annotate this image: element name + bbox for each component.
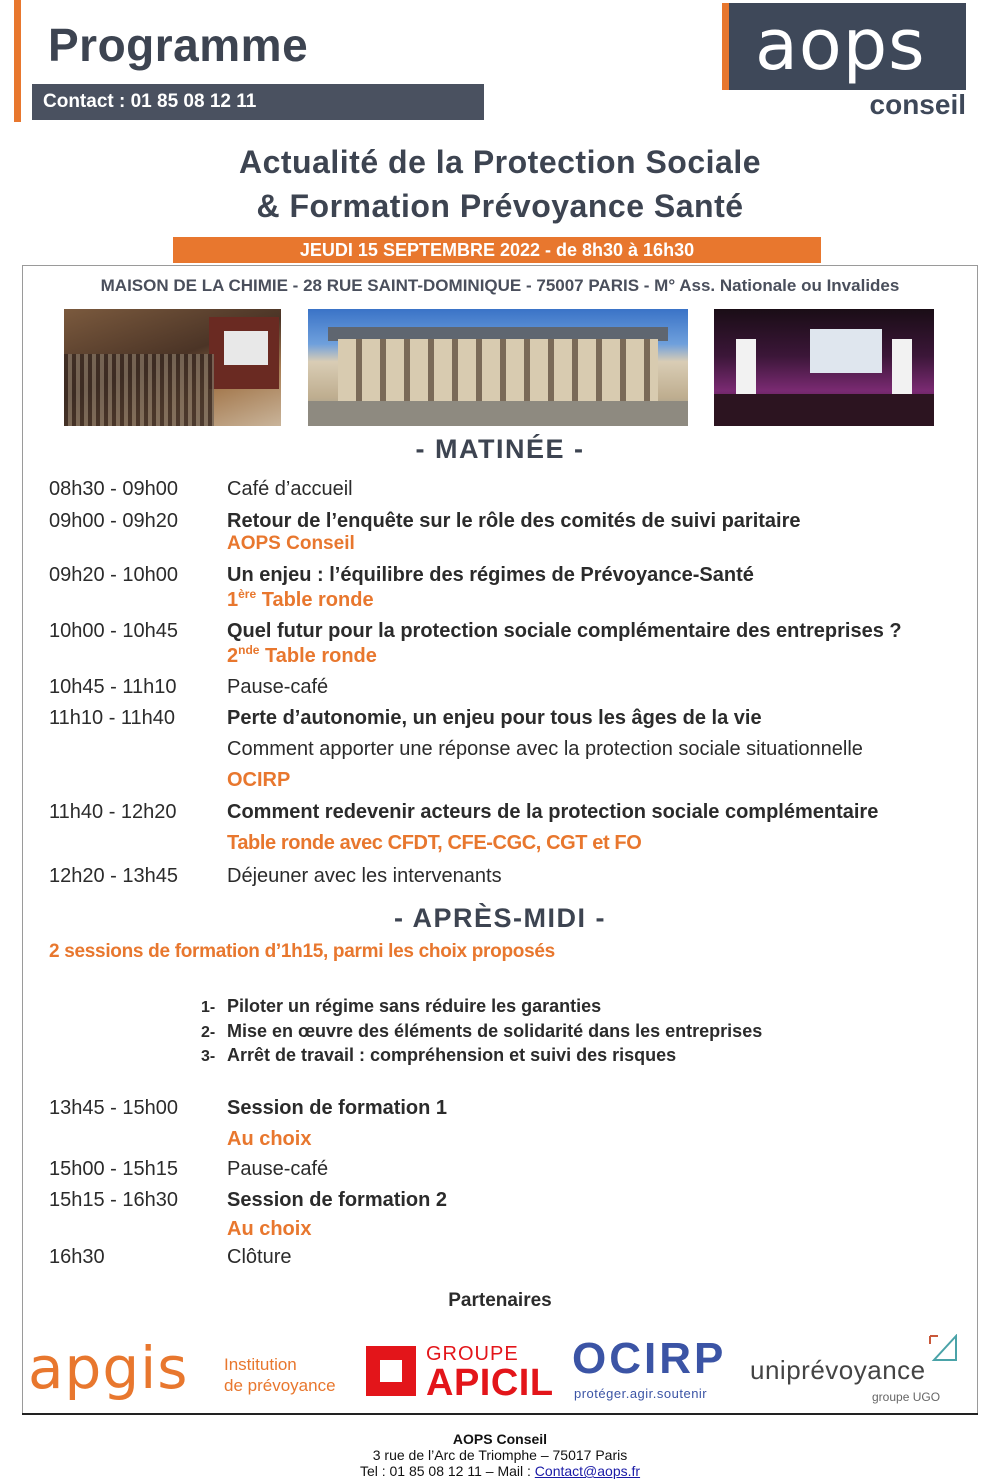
row-time: 09h00 - 09h20 <box>49 510 179 532</box>
row-speaker: Au choix <box>227 1128 312 1150</box>
row-time: 11h40 - 12h20 <box>49 801 177 823</box>
footer-company: AOPS Conseil <box>452 1431 548 1447</box>
choice-item: 2- Mise en œuvre des éléments de solidarité dans les entreprises <box>201 1021 763 1041</box>
row-time: 10h00 - 10h45 <box>49 620 179 642</box>
row-time: 08h30 - 09h00 <box>49 478 179 500</box>
row-title: Retour de l’enquête sur le rôle des comités de suivi paritaire <box>227 510 801 532</box>
row-speaker: Au choix <box>227 1218 312 1240</box>
apicil-groupe: GROUPE <box>426 1343 519 1365</box>
event-date: JEUDI 15 SEPTEMBRE 2022 - de 8h30 à 16h30 <box>173 237 821 263</box>
row-speaker: 1ère Table ronde <box>227 587 374 611</box>
partners-title: Partenaires <box>448 1290 552 1311</box>
row-time: 09h20 - 10h00 <box>49 564 179 586</box>
logo-text: aops <box>755 4 926 86</box>
choice-item: 3- Arrêt de travail : compréhension et suivi des risques <box>201 1045 677 1065</box>
apgis-logo: apgis <box>28 1334 189 1402</box>
row-title: Pause-café <box>227 676 329 698</box>
row-time: 15h15 - 16h30 <box>49 1189 179 1211</box>
row-time: 11h10 - 11h40 <box>49 707 176 729</box>
aops-logo <box>722 3 966 121</box>
logo-box <box>722 3 966 90</box>
afternoon-heading: - APRÈS-MIDI - <box>394 903 606 933</box>
row-time: 13h45 - 15h00 <box>49 1097 179 1119</box>
choice-item: 1- Piloter un régime sans réduire les garanties <box>201 996 602 1016</box>
footer-mail-link[interactable]: Contact@aops.fr <box>534 1463 641 1479</box>
page-title: Programme <box>48 19 309 71</box>
event-title-line1: Actualité de la Protection Sociale <box>238 144 762 180</box>
ocirp-tagline: protéger.agir.soutenir <box>574 1386 708 1401</box>
row-title: Déjeuner avec les intervenants <box>227 865 502 887</box>
contact-bar: Contact : 01 85 08 12 11 <box>32 84 484 120</box>
event-title <box>0 140 1000 228</box>
row-speaker: Table ronde avec CFDT, CFE-CGC, CGT et FO <box>227 832 642 854</box>
row-speaker: 2nde Table ronde <box>227 643 377 667</box>
row-title: Un enjeu : l’équilibre des régimes de Prévoyance-Santé <box>227 564 754 586</box>
row-title: Quel futur pour la protection sociale complémentaire des entreprises ? <box>227 620 902 642</box>
row-time: 16h30 <box>49 1246 105 1268</box>
ocirp-logo: OCIRP <box>572 1334 727 1383</box>
apicil-logo: APICIL <box>426 1362 554 1404</box>
apgis-institution: Institution de prévoyance <box>224 1355 336 1395</box>
row-description: Comment apporter une réponse avec la protection sociale situationnelle <box>227 738 863 760</box>
logo-subtext: conseil <box>869 89 966 120</box>
morning-heading: - MATINÉE - <box>415 434 585 464</box>
photo-stage <box>714 309 934 426</box>
row-time: 15h00 - 15h15 <box>49 1158 179 1180</box>
row-time: 12h20 - 13h45 <box>49 865 179 887</box>
afternoon-intro: 2 sessions de formation d’1h15, parmi les choix proposés <box>49 941 555 962</box>
apicil-logo-icon <box>366 1346 416 1396</box>
row-title: Pause-café <box>227 1158 329 1180</box>
row-title: Comment redevenir acteurs de la protection sociale complémentaire <box>227 801 879 823</box>
photo-building <box>308 309 688 426</box>
footer-contact: Tel : 01 85 08 12 11 – Mail : Contact@aops.fr <box>359 1463 641 1479</box>
frame-divider <box>22 1413 978 1415</box>
event-title-line2: & Formation Prévoyance Santé <box>256 188 744 224</box>
row-speaker: AOPS Conseil <box>227 533 355 554</box>
footer-address: 3 rue de l’Arc de Triomphe – 75017 Paris <box>372 1447 628 1463</box>
row-title: Session de formation 1 <box>227 1097 448 1119</box>
uniprevoyance-group: groupe UGO <box>872 1390 941 1404</box>
photo-auditorium <box>64 309 281 426</box>
row-title: Session de formation 2 <box>227 1189 448 1211</box>
venue: MAISON DE LA CHIMIE - 28 RUE SAINT-DOMINIQUE - 75007 PARIS - M° Ass. Nationale ou Invalides <box>100 276 900 295</box>
row-title: Café d’accueil <box>227 478 353 500</box>
row-title: Perte d’autonomie, un enjeu pour tous les âges de la vie <box>227 707 762 729</box>
uniprevoyance-mark-icon <box>928 1334 958 1362</box>
row-speaker: OCIRP <box>227 769 291 791</box>
uniprevoyance-logo: uniprévoyance <box>750 1355 926 1385</box>
accent-bar <box>14 0 21 122</box>
row-title: Clôture <box>227 1246 292 1268</box>
row-time: 10h45 - 11h10 <box>49 676 177 698</box>
